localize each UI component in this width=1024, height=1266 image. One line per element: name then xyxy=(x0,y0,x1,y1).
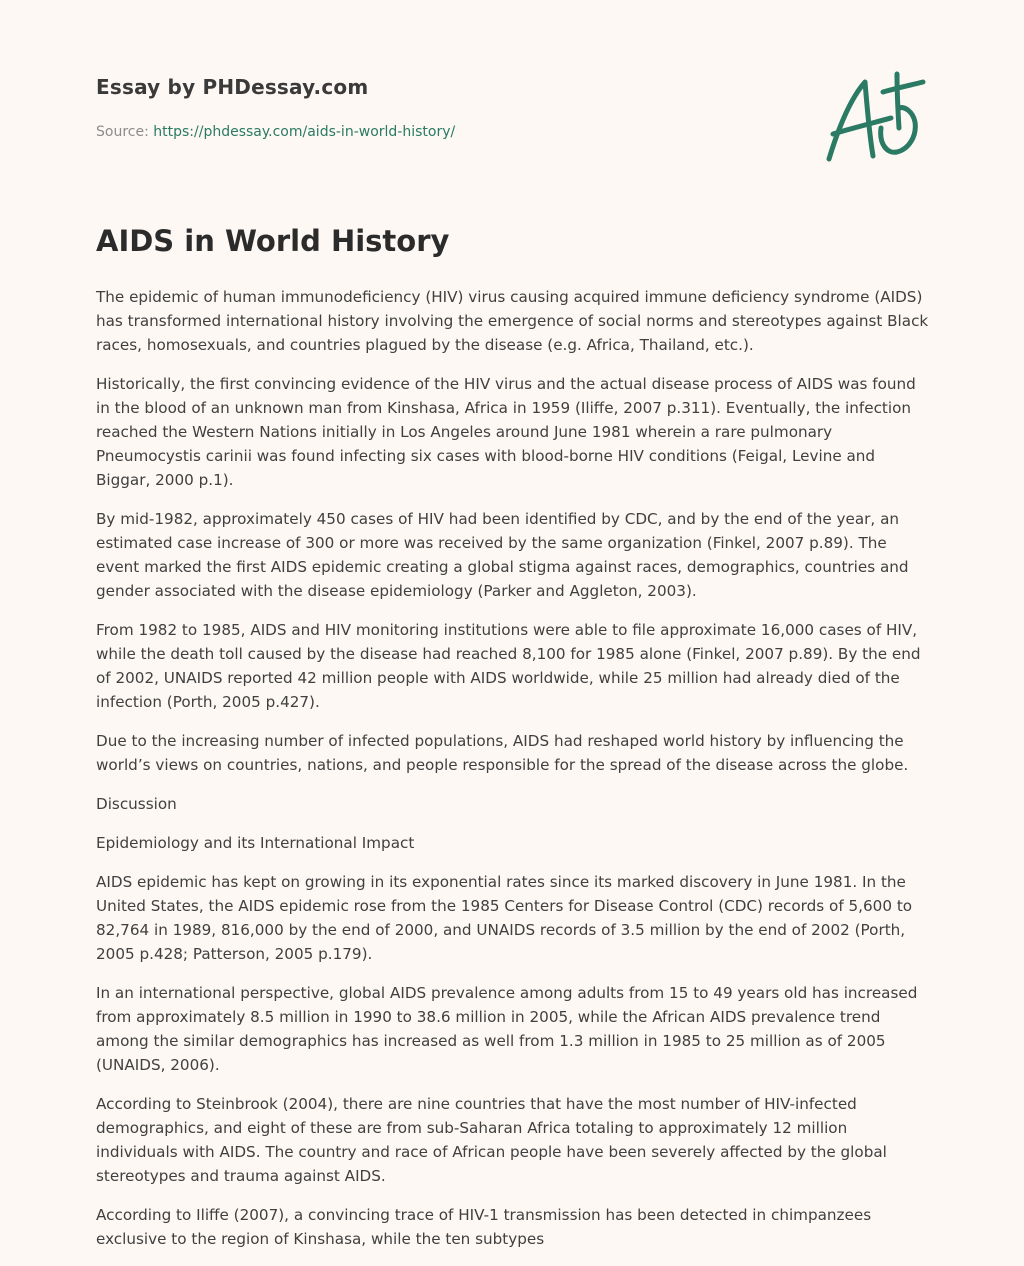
article-paragraph: Historically, the first convincing evidence of the HIV virus and the actual disease process of AIDS was found in the blood of an unknown man from Kinshasa, Africa in 1959 (Iliffe, 2007 p.311). Eventually, the infection reached the Western Nations initially in Los Angeles around June 1981 wherein a rare pulmonary Pneumocystis carinii was found infecting six cases with blood-borne HIV conditions (Feigal, Levine and Biggar, 2000 p.1). xyxy=(96,375,916,489)
section-heading-epidemiology: Epidemiology and its International Impact xyxy=(96,834,415,852)
article-paragraph: According to Iliffe (2007), a convincing trace of HIV-1 transmission has been detected in chimpanzees exclusive to the region of Kinshasa, while the ten subtypes xyxy=(96,1206,872,1248)
article-paragraph: From 1982 to 1985, AIDS and HIV monitoring institutions were able to file approximate 16,000 cases of HIV, while the death toll caused by the disease had reached 8,100 for 1985 alone (Finkel, 2007 p.89). By the end of 2002, UNAIDS reported 42 million people with AIDS worldwide, while 25 million had already died of the infection (Porth, 2005 p.427). xyxy=(96,621,921,711)
a-plus-logo-svg xyxy=(825,66,927,166)
article-paragraph: According to Steinbrook (2004), there are nine countries that have the most number of HIV-infected demographics, and eight of these are from sub-Saharan Africa totaling to approximately 12 million individuals with AIDS. The country and race of African people have been severely affected by the global stereotypes and trauma against AIDS. xyxy=(96,1095,887,1185)
article-paragraph: By mid-1982, approximately 450 cases of HIV had been identified by CDC, and by the end of the year, an estimated case increase of 300 or more was received by the same organization (Finkel, 2007 p.89). The event marked the first AIDS epidemic creating a global stigma against races, demographics, countries and gender associated with the disease epidemiology (Parker and Aggleton, 2003). xyxy=(96,510,909,600)
article-paragraph: The epidemic of human immunodeficiency (HIV) virus causing acquired immune deficiency syndrome (AIDS) has transformed international history involving the emergence of social norms and stereotypes against Black races, homosexuals, and countries plagued by the disease (e.g. Africa, Thailand, etc.). xyxy=(96,288,929,354)
a-plus-logo-icon xyxy=(825,66,927,166)
article-title: AIDS in World History xyxy=(96,224,450,258)
article-paragraph: Due to the increasing number of infected populations, AIDS had reshaped world history by influencing the world’s views on countries, nations, and people responsible for the spread of the disease across the globe. xyxy=(96,732,909,774)
source-label: Source: xyxy=(96,124,149,140)
essay-page xyxy=(96,0,932,1248)
source-line xyxy=(96,124,455,140)
article-body xyxy=(96,285,932,1266)
source-link[interactable]: https://phdessay.com/aids-in-world-history/ xyxy=(153,124,456,140)
article-paragraph: AIDS epidemic has kept on growing in its exponential rates since its marked discovery in June 1981. In the United States, the AIDS epidemic rose from the 1985 Centers for Disease Control (CDC) records of 5,600 to 82,764 in 1989, 816,000 by the end of 2000, and UNAIDS records of 3.5 million by the end of 2002 (Porth, 2005 p.428; Patterson, 2005 p.179). xyxy=(96,873,913,963)
section-heading-discussion: Discussion xyxy=(96,795,177,813)
site-brand: Essay by PHDessay.com xyxy=(96,75,369,99)
article-paragraph: In an international perspective, global AIDS prevalence among adults from 15 to 49 years old has increased from approximately 8.5 million in 1990 to 38.6 million in 2005, while the African AIDS prevalence trend among the similar demographics has increased as well from 1.3 million in 1985 to 25 million as of 2005 (UNAIDS, 2006). xyxy=(96,984,918,1074)
